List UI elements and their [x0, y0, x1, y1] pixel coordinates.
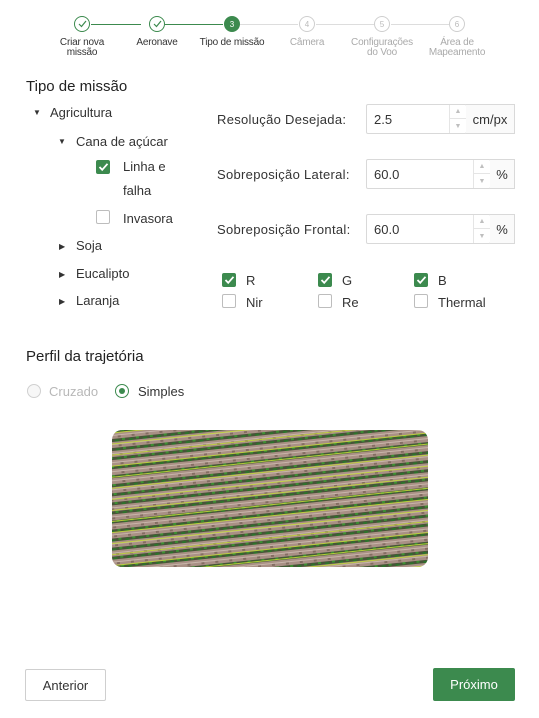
step-3-number: 3: [224, 16, 240, 32]
step-connector: [91, 24, 141, 25]
step-2-label: Aeronave: [136, 37, 178, 48]
step-connector: [316, 24, 374, 25]
caret-right-icon[interactable]: ▶: [59, 242, 66, 251]
crop-field-image: [112, 430, 428, 567]
tree-node-soja[interactable]: Soja: [76, 238, 103, 253]
spin-up-icon[interactable]: ▲: [474, 160, 490, 174]
band-label-g[interactable]: G: [342, 273, 353, 288]
step-2-done-icon[interactable]: [149, 16, 165, 32]
tree-node-cana[interactable]: Cana de açúcar: [76, 134, 168, 149]
spin-down-icon[interactable]: ▼: [478, 177, 486, 185]
tree-node-laranja[interactable]: Laranja: [76, 293, 120, 308]
radio-cruzado[interactable]: [27, 384, 41, 398]
lateral-overlap-unit: %: [490, 159, 515, 189]
trajectory-title: Perfil da trajetória: [26, 348, 144, 365]
step-1-label: Criar nova missão: [59, 37, 105, 58]
next-button[interactable]: Próximo: [433, 668, 515, 701]
band-label-thermal[interactable]: Thermal: [438, 295, 486, 310]
step-connector: [240, 24, 298, 25]
lateral-overlap-stepper[interactable]: [473, 160, 490, 188]
spin-up-icon[interactable]: ▲: [474, 215, 490, 229]
tree-node-linha-falha-line2[interactable]: falha: [123, 183, 152, 198]
radio-label-cruzado[interactable]: Cruzado: [49, 384, 99, 399]
back-button[interactable]: Anterior: [25, 669, 106, 701]
step-3-label: Tipo de missão: [199, 37, 265, 48]
spin-down-icon[interactable]: ▼: [454, 122, 462, 130]
spin-down-icon[interactable]: ▼: [478, 232, 486, 240]
step-4-label: Câmera: [289, 37, 325, 48]
radio-label-simples[interactable]: Simples: [138, 384, 185, 399]
step-5-number: 5: [374, 16, 390, 32]
checkbox-band-nir[interactable]: [222, 294, 236, 308]
frontal-overlap-input[interactable]: [366, 214, 491, 244]
resolution-unit: cm/px: [466, 104, 515, 134]
step-1-done-icon[interactable]: [74, 16, 90, 32]
frontal-overlap-unit: %: [490, 214, 515, 244]
band-label-b[interactable]: B: [438, 273, 447, 288]
radio-simples[interactable]: [115, 384, 129, 398]
tree-node-invasora[interactable]: Invasora: [123, 211, 173, 226]
checkbox-band-b[interactable]: [414, 273, 428, 287]
step-4-number: 4: [299, 16, 315, 32]
caret-down-icon[interactable]: ▼: [33, 108, 41, 117]
checkbox-band-re[interactable]: [318, 294, 332, 308]
tree-node-linha-falha-line1[interactable]: Linha e: [123, 159, 166, 174]
step-6-number: 6: [449, 16, 465, 32]
checkbox-linha-falha[interactable]: [96, 160, 110, 174]
tree-node-eucalipto[interactable]: Eucalipto: [76, 266, 130, 281]
trajectory-preview-image: [112, 430, 428, 567]
frontal-overlap-value[interactable]: [367, 215, 444, 243]
checkbox-band-g[interactable]: [318, 273, 332, 287]
step-connector: [165, 24, 223, 25]
checkbox-band-r[interactable]: [222, 273, 236, 287]
spin-up-icon[interactable]: ▲: [450, 105, 466, 119]
caret-right-icon[interactable]: ▶: [59, 270, 66, 279]
checkbox-band-thermal[interactable]: [414, 294, 428, 308]
step-connector: [391, 24, 449, 25]
lateral-overlap-input[interactable]: [366, 159, 491, 189]
mission-type-title: Tipo de missão: [26, 78, 128, 95]
resolution-input[interactable]: [366, 104, 467, 134]
resolution-label: Resolução Desejada:: [217, 112, 347, 127]
step-6-label: Área de Mapeamento: [428, 37, 486, 58]
caret-right-icon[interactable]: ▶: [59, 297, 66, 306]
resolution-stepper[interactable]: [449, 105, 466, 133]
tree-node-agricultura[interactable]: Agricultura: [50, 105, 113, 120]
lateral-overlap-label: Sobreposição Lateral:: [217, 167, 350, 182]
band-label-r[interactable]: R: [246, 273, 256, 288]
frontal-overlap-label: Sobreposição Frontal:: [217, 222, 351, 237]
lateral-overlap-value[interactable]: [367, 160, 444, 188]
frontal-overlap-stepper[interactable]: [473, 215, 490, 243]
caret-down-icon[interactable]: ▼: [58, 137, 66, 146]
band-label-nir[interactable]: Nir: [246, 295, 263, 310]
step-5-label: Configurações do Voo: [351, 37, 413, 58]
resolution-value[interactable]: [367, 105, 444, 133]
checkbox-invasora[interactable]: [96, 210, 110, 224]
band-label-re[interactable]: Re: [342, 295, 359, 310]
